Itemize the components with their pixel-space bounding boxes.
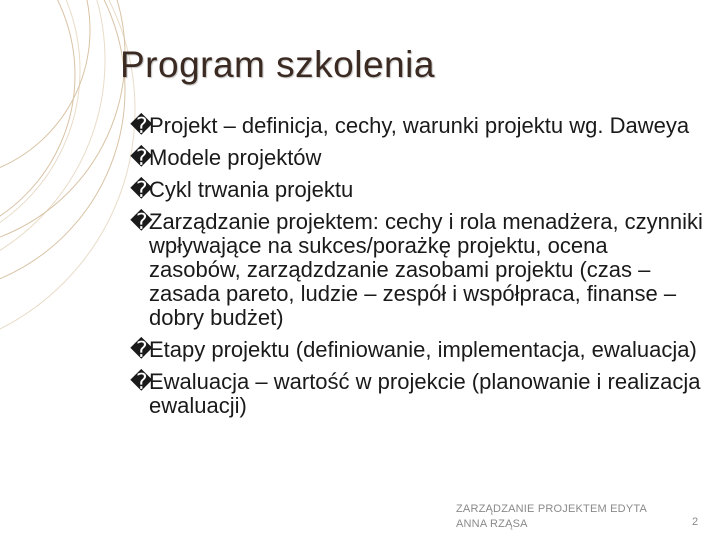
bullet-text: Projekt – definicja, cechy, warunki projektu wg. Daweya [149, 113, 690, 138]
bullet-icon: � [130, 177, 153, 202]
bullet-icon: � [130, 113, 153, 138]
bullet-item [130, 210, 705, 330]
bullet-text: Modele projektów [149, 145, 322, 170]
bullet-item [130, 146, 705, 170]
bullet-icon: � [130, 369, 153, 394]
slide-title: Program szkolenia [120, 44, 435, 85]
bullet-item [130, 114, 705, 138]
bullet-text: Cykl trwania projektu [149, 177, 354, 202]
bullet-item [130, 370, 705, 418]
page-number: 2 [692, 516, 699, 528]
bullet-text: Zarządzanie projektem: cechy i rola menadżera, czynniki wpływające na sukces/porażkę projektu, ocena zasobów, zarządzdzanie zasobami projektu (czas – zasada pareto, ludzie – zespół i współpraca, finanse – dobry budżet) [149, 209, 703, 330]
bullet-icon: � [130, 337, 153, 362]
bullet-icon: � [130, 209, 153, 234]
bullet-list [130, 114, 705, 426]
bullet-text: Etapy projektu (definiowanie, implementacja, ewaluacja) [149, 337, 697, 362]
bullet-text: Ewaluacja – wartość w projekcie (planowanie i realizacja ewaluacji) [149, 369, 701, 418]
footer-text: ZARZĄDZANIE PROJEKTEM EDYTA ANNA RZĄSA [456, 503, 647, 530]
bullet-icon: � [130, 145, 153, 170]
bullet-item [130, 338, 705, 362]
bullet-item [130, 178, 705, 202]
